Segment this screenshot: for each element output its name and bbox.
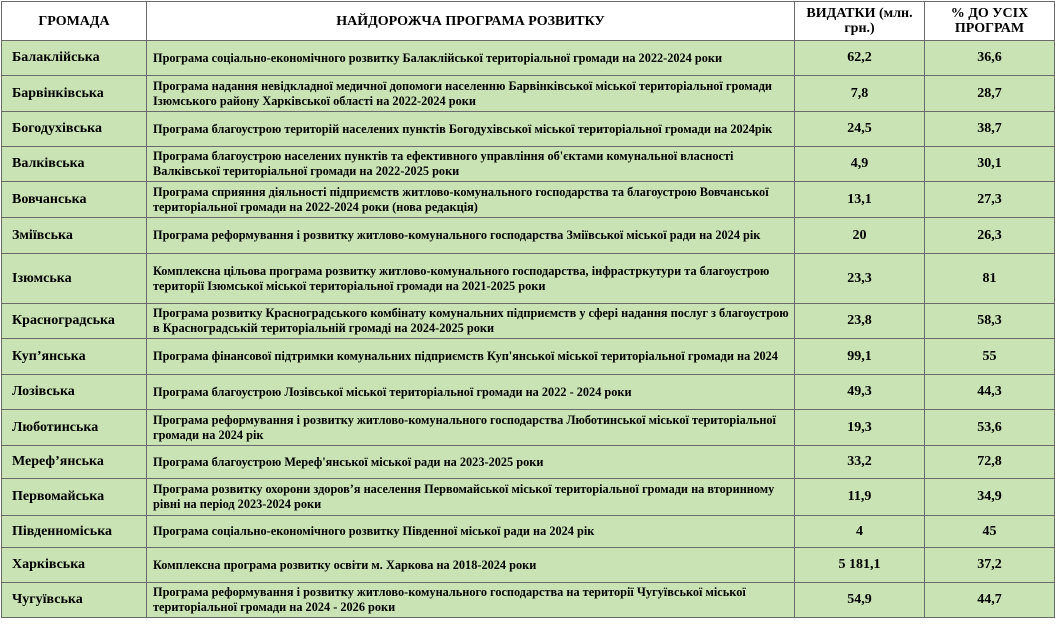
table-row <box>2 218 1055 254</box>
percent-cell: 45 <box>925 516 1055 548</box>
header-percent: % ДО УСІХ ПРОГРАМ <box>925 2 1055 41</box>
table-row <box>2 583 1055 618</box>
community-cell: Куп’янська <box>2 339 147 375</box>
program-cell: Програма розвитку Красноградського комбінату комунальних підприємств у сфері надання послуг з благоустрою в Красноградській територіальній громаді на 2024-2025 роки <box>147 304 795 339</box>
spending-cell: 5 181,1 <box>795 548 925 583</box>
spending-cell: 11,9 <box>795 479 925 516</box>
percent-cell: 44,3 <box>925 375 1055 410</box>
table-row <box>2 548 1055 583</box>
table-row <box>2 147 1055 182</box>
percent-cell: 38,7 <box>925 112 1055 147</box>
spending-cell: 4 <box>795 516 925 548</box>
header-community: ГРОМАДА <box>2 2 147 41</box>
program-cell: Програма благоустрою Мереф'янської міської ради на 2023-2025 роки <box>147 446 795 479</box>
header-spending: ВИДАТКИ (млн. грн.) <box>795 2 925 41</box>
program-cell: Програма реформування і розвитку житлово-комунального господарства Зміївської міської ради на 2024 рік <box>147 218 795 254</box>
community-cell: Богодухівська <box>2 112 147 147</box>
program-cell: Програма благоустрою населених пунктів та ефективного управління об'єктами комунальної власності Валківської територіальної громади на 2022-2025 роки <box>147 147 795 182</box>
header-row <box>2 2 1055 41</box>
percent-cell: 72,8 <box>925 446 1055 479</box>
percent-cell: 55 <box>925 339 1055 375</box>
percent-cell: 44,7 <box>925 583 1055 618</box>
community-cell: Харківська <box>2 548 147 583</box>
community-cell: Ізюмська <box>2 254 147 304</box>
percent-cell: 27,3 <box>925 182 1055 218</box>
table-row <box>2 446 1055 479</box>
program-cell: Програма розвитку охорони здоров’я населення Первомайської міської територіальної громади на вторинному рівні на період 2023-2024 роки <box>147 479 795 516</box>
community-cell: Люботинська <box>2 410 147 446</box>
table-row <box>2 41 1055 76</box>
spending-cell: 62,2 <box>795 41 925 76</box>
percent-cell: 36,6 <box>925 41 1055 76</box>
community-cell: Мереф’янська <box>2 446 147 479</box>
table-row <box>2 375 1055 410</box>
header-program: НАЙДОРОЖЧА ПРОГРАМА РОЗВИТКУ <box>147 2 795 41</box>
percent-cell: 28,7 <box>925 76 1055 112</box>
table-row <box>2 112 1055 147</box>
community-cell: Зміївська <box>2 218 147 254</box>
percent-cell: 58,3 <box>925 304 1055 339</box>
community-cell: Красноградська <box>2 304 147 339</box>
program-cell: Програма соціально-економічного розвитку Балаклійської територіальної громади на 2022-2024 роки <box>147 41 795 76</box>
community-cell: Балаклійська <box>2 41 147 76</box>
table-row <box>2 339 1055 375</box>
table-row <box>2 410 1055 446</box>
spending-cell: 54,9 <box>795 583 925 618</box>
spending-cell: 7,8 <box>795 76 925 112</box>
community-cell: Південномiська <box>2 516 147 548</box>
table-row <box>2 304 1055 339</box>
spending-cell: 99,1 <box>795 339 925 375</box>
percent-cell: 53,6 <box>925 410 1055 446</box>
table-row <box>2 479 1055 516</box>
table-row <box>2 76 1055 112</box>
program-cell: Програма благоустрою Лозівської міської територіальної громади на 2022 - 2024 роки <box>147 375 795 410</box>
spending-cell: 4,9 <box>795 147 925 182</box>
spending-cell: 19,3 <box>795 410 925 446</box>
spending-cell: 24,5 <box>795 112 925 147</box>
program-cell: Програма сприяння діяльності підприємств житлово-комунального господарства та благоустрою Вовчанської територіальної громади на 2022-2024 роки (нова редакція) <box>147 182 795 218</box>
program-cell: Комплексна цільова програма розвитку житлово-комунального господарства, інфрастркутури та благоустрою території Ізюмської міської територіальної громади на 2021-2025 роки <box>147 254 795 304</box>
community-cell: Вовчанська <box>2 182 147 218</box>
spending-cell: 23,3 <box>795 254 925 304</box>
table-row <box>2 182 1055 218</box>
percent-cell: 30,1 <box>925 147 1055 182</box>
program-cell: Комплексна програма розвитку освіти м. Харкова на 2018-2024 роки <box>147 548 795 583</box>
table-row <box>2 254 1055 304</box>
program-cell: Програма реформування і розвитку житлово-комунального господарства на території Чугуївської міської територіальної громади на 2024 - 2026 роки <box>147 583 795 618</box>
spending-cell: 49,3 <box>795 375 925 410</box>
percent-cell: 37,2 <box>925 548 1055 583</box>
community-cell: Валківська <box>2 147 147 182</box>
community-cell: Лозівська <box>2 375 147 410</box>
spending-cell: 13,1 <box>795 182 925 218</box>
programs-table <box>1 1 1055 618</box>
program-cell: Програма соціально-економічного розвитку Південної міської ради на 2024 рік <box>147 516 795 548</box>
percent-cell: 34,9 <box>925 479 1055 516</box>
table-row <box>2 516 1055 548</box>
percent-cell: 26,3 <box>925 218 1055 254</box>
community-cell: Барвінківська <box>2 76 147 112</box>
community-cell: Первомайська <box>2 479 147 516</box>
spending-cell: 33,2 <box>795 446 925 479</box>
percent-cell: 81 <box>925 254 1055 304</box>
community-cell: Чугуївська <box>2 583 147 618</box>
program-cell: Програма реформування і розвитку житлово-комунального господарства Люботинської міської територіальної громади на 2024 рік <box>147 410 795 446</box>
program-cell: Програма благоустрою територій населених пунктів Богодухівської міської територіальної громади на 2024рік <box>147 112 795 147</box>
spending-cell: 23,8 <box>795 304 925 339</box>
spending-cell: 20 <box>795 218 925 254</box>
program-cell: Програма фінансової підтримки комунальних підприємств Куп'янської міської територіальної громади на 2024 <box>147 339 795 375</box>
program-cell: Програма надання невідкладної медичної допомоги населенню Барвінківської міської територіальної громади Ізюмського району Харківської області на 2022-2024 роки <box>147 76 795 112</box>
